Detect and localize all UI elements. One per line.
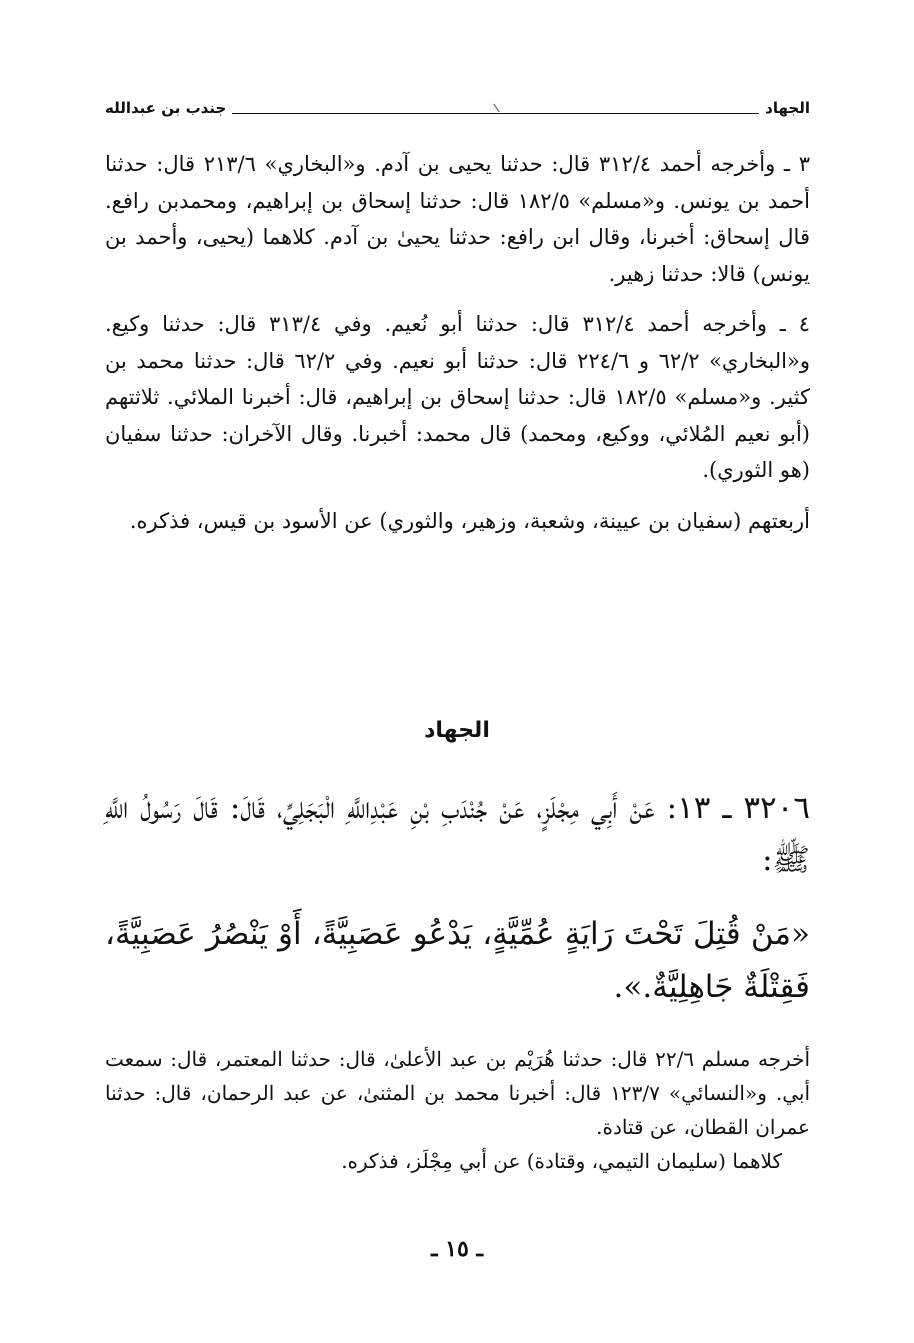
- reference-paragraph-4: ٤ ـ وأخرجه أحمد ٣١٢/٤ قال: حدثنا أبو نُعيم. وفي ٣١٣/٤ قال: حدثنا وكيع. و«البخاري» ٦٢/٢ و ٢٢٤/٦ قال: حدثنا أبو نعيم. وفي ٦٢/٢ قال: حدثنا محمد بن كثير. و«مسلم» ١٨٢/٥ قال: حدثنا إسحاق بن إبراهيم، قال: أخبرنا الملائي. ثلاثتهم (أبو نعيم المُلائي، ووكيع، ومحمد) قال محمد: أخبرنا. وقال الآخران: حدثنا سفيان (هو الثوري).: [105, 312, 810, 482]
- header-chapter: الجهاد: [765, 99, 810, 117]
- reference-paragraph-3: ٣ ـ وأخرجه أحمد ٣١٢/٤ قال: حدثنا يحيى بن آدم. و«البخاري» ٢١٣/٦ قال: حدثنا أحمد بن يونس. و«مسلم» ١٨٢/٥ قال: حدثنا إسحاق بن إبراهيم، ومحمدبن رافع. قال إسحاق: أخبرنا، وقال ابن رافع: حدثنا يحيىٰ بن آدم. كلاهما (يحيى، وأحمد بن يونس) قالا: حدثنا زهير.: [105, 152, 810, 286]
- reference-summary: أربعتهم (سفيان بن عيينة، وشعبة، وزهير، والثوري) عن الأسود بن قيس، فذكره.: [129, 508, 810, 533]
- takhrij-paragraph: أخرجه مسلم ٢٢/٦ قال: حدثنا هُرَيْم بن عبد الأعلىٰ، قال: حدثنا المعتمر، قال: سمعت أبي. و«النسائي» ١٢٣/٧ قال: أخبرنا محمد بن المثنىٰ، عن عبد الرحمان، قال: حدثنا عمران القطان، عن قتادة.: [105, 1047, 811, 1139]
- running-header: [105, 86, 810, 116]
- takhrij-block: [105, 1042, 810, 1178]
- header-subject: جندب بن عبدالله: [105, 99, 227, 117]
- hadith-matn: «مَنْ قُتِلَ تَحْتَ رَايَةٍ عُمِّيَّةٍ، يَدْعُو عَصَبِيَّةً، أَوْ يَنْصُرُ عَصَبِيَّةً، فَقِتْلَةٌ جَاهِلِيَّةٌ.».: [105, 916, 810, 1005]
- header-rule: [232, 113, 759, 114]
- page-number: ـ ١٥ ـ: [431, 1236, 483, 1262]
- hadith-isnad: ٣٢٠٦ ـ ١٣: عَنْ أَبِي مِجْلَزٍ، عَنْ جُنْدَبِ بْنِ عَبْدِاللَّهِ الْبَجَلِيِّ، قَالَ: قَالَ رَسُولُ اللَّهِ ﷺ:: [105, 790, 810, 878]
- section-title: الجهاد: [424, 718, 490, 743]
- reference-block: [105, 146, 810, 539]
- header-tick-mark: [493, 104, 500, 113]
- takhrij-summary: كلاهما (سليمان التيمي، وقتادة) عن أبي مِجْلَز، فذكره.: [341, 1149, 782, 1173]
